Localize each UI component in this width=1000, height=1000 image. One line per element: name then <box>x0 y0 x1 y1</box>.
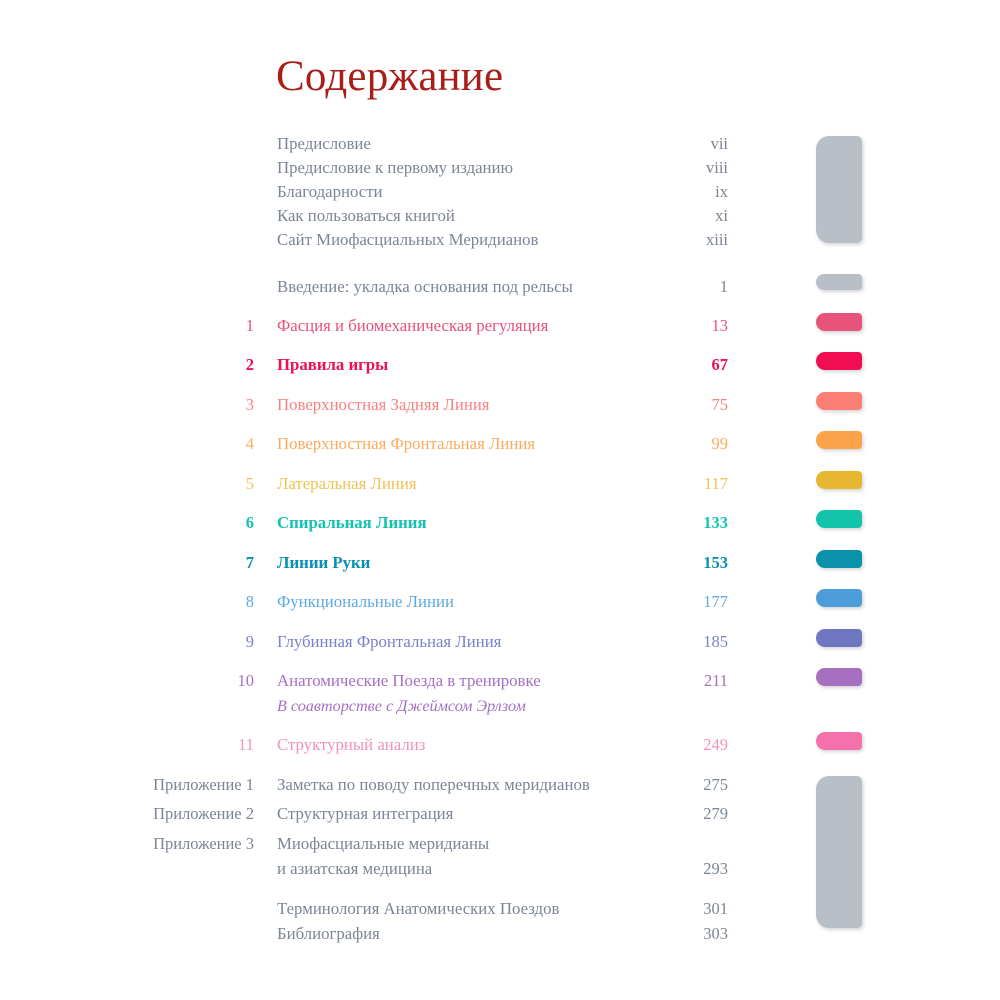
chapter-label: Линии Руки <box>277 553 371 572</box>
chapter-page: 211 <box>703 671 728 690</box>
chapter-label: Поверхностная Фронтальная Линия <box>277 434 536 453</box>
back-matter-label: Библиография <box>277 924 380 943</box>
chapter-label: Фасция и биомеханическая регуляция <box>277 316 549 335</box>
tab-marker-chapter-5 <box>816 471 862 489</box>
chapter-page: 99 <box>711 434 728 453</box>
front-matter-page: xi <box>715 206 728 225</box>
chapter-number: 11 <box>238 735 254 754</box>
tab-marker-chapter-8 <box>816 589 862 607</box>
introduction-page: 1 <box>719 277 728 296</box>
chapter-number: 7 <box>245 553 254 572</box>
appendix-page: 275 <box>703 775 728 794</box>
front-matter-label: Предисловие к первому изданию <box>277 158 514 177</box>
front-matter-label: Благодарности <box>277 182 383 201</box>
chapter-page: 13 <box>711 316 728 335</box>
front-matter-label: Сайт Миофасциальных Меридианов <box>277 230 539 249</box>
chapter-label: Глубинная Фронтальная Линия <box>277 632 502 651</box>
tab-marker-chapter-4 <box>816 431 862 449</box>
chapter-label: Анатомические Поезда в тренировке <box>277 671 541 690</box>
front-matter-page: ix <box>715 182 728 201</box>
tab-marker-back-matter <box>816 776 862 928</box>
introduction-label: Введение: укладка основания под рельсы <box>277 277 573 296</box>
tab-marker-chapter-9 <box>816 629 862 647</box>
chapter-page: 75 <box>711 395 728 414</box>
chapter-number: 5 <box>245 474 254 493</box>
chapter-number: 6 <box>245 513 254 532</box>
front-matter-page: xiii <box>705 230 728 249</box>
chapter-number: 9 <box>245 632 254 651</box>
chapter-subtitle: В соавторстве с Джеймсом Эрлзом <box>277 697 526 715</box>
tab-marker-chapter-11 <box>816 732 862 750</box>
front-matter-page: vii <box>710 134 728 153</box>
chapter-label: Поверхностная Задняя Линия <box>277 395 490 414</box>
chapter-number: 4 <box>245 434 254 453</box>
chapter-page: 117 <box>703 474 728 493</box>
chapter-label: Правила игры <box>277 355 389 374</box>
appendix-number: Приложение 2 <box>153 804 254 823</box>
tab-marker-chapter-2 <box>816 352 862 370</box>
tab-marker-chapter-3 <box>816 392 862 410</box>
page-title: Содержание <box>276 53 504 100</box>
chapter-number: 1 <box>245 316 254 335</box>
appendix-number: Приложение 3 <box>153 834 254 853</box>
chapter-page: 133 <box>703 513 728 532</box>
chapter-page: 153 <box>703 553 728 572</box>
appendix-label: Миофасциальные меридианы <box>277 834 490 853</box>
chapter-label: Структурный анализ <box>277 735 426 754</box>
appendix-label: Заметка по поводу поперечных меридианов <box>277 775 590 794</box>
chapter-page: 249 <box>703 735 728 754</box>
chapter-label: Спиральная Линия <box>277 513 427 532</box>
chapter-page: 177 <box>703 592 728 611</box>
tab-marker-chapter-1 <box>816 313 862 331</box>
chapter-number: 3 <box>245 395 254 414</box>
appendix-page: 279 <box>703 804 728 823</box>
back-matter-page: 301 <box>703 899 728 918</box>
tab-marker-chapter-10 <box>816 668 862 686</box>
chapter-label: Латеральная Линия <box>277 474 417 493</box>
appendix-page: 293 <box>703 859 728 878</box>
appendix-label: Структурная интеграция <box>277 804 454 823</box>
front-matter-page: viii <box>705 158 728 177</box>
back-matter-page: 303 <box>703 924 728 943</box>
appendix-label-line2: и азиатская медицина <box>277 859 433 878</box>
tab-marker-introduction <box>816 274 862 290</box>
chapter-page: 185 <box>703 632 728 651</box>
chapter-number: 2 <box>245 355 254 374</box>
tab-marker-chapter-7 <box>816 550 862 568</box>
front-matter-label: Как пользоваться книгой <box>277 206 455 225</box>
tab-marker-front-matter <box>816 136 862 243</box>
front-matter-label: Предисловие <box>277 134 371 153</box>
chapter-number: 10 <box>237 671 254 690</box>
chapter-label: Функциональные Линии <box>277 592 454 611</box>
chapter-page: 67 <box>711 355 728 374</box>
back-matter-label: Терминология Анатомических Поездов <box>277 899 560 918</box>
tab-marker-chapter-6 <box>816 510 862 528</box>
chapter-number: 8 <box>245 592 254 611</box>
appendix-number: Приложение 1 <box>153 775 254 794</box>
